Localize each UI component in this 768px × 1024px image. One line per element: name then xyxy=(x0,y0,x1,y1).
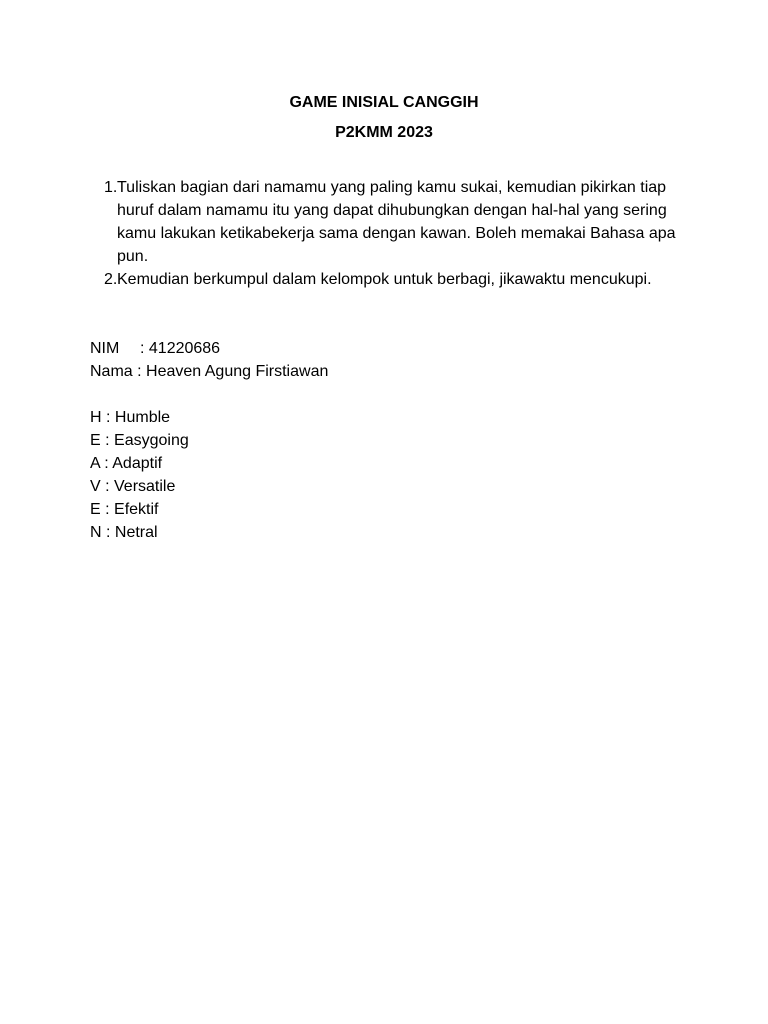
acronym-word: Humble xyxy=(114,409,171,426)
nim-value: : 41220686 xyxy=(140,340,221,357)
acronym-letter: E xyxy=(90,501,101,518)
document-subtitle: P2KMM 2023 xyxy=(335,124,433,141)
acronym-word: Adaptif xyxy=(112,455,163,472)
document-title: GAME INISIAL CANGGIH xyxy=(289,94,479,111)
acronym-item: E : Easygoing xyxy=(90,432,189,449)
acronym-word: Easygoing xyxy=(114,432,189,449)
name-value: : Heaven Agung Firstiawan xyxy=(137,363,329,380)
acronym-item: A : Adaptif xyxy=(90,455,163,472)
acronym-letter: A xyxy=(90,455,100,472)
acronym-list xyxy=(90,406,189,544)
nim-row xyxy=(90,337,328,360)
acronym-item: H : Humble xyxy=(90,409,171,426)
acronym-word: Efektif xyxy=(114,501,159,518)
acronym-item: V : Versatile xyxy=(90,478,176,495)
student-info xyxy=(90,337,328,383)
acronym-letter: H xyxy=(90,409,102,426)
acronym-item: E : Efektif xyxy=(90,501,159,518)
acronym-item: N : Netral xyxy=(90,524,158,541)
acronym-word: Versatile xyxy=(114,478,176,495)
acronym-letter: N xyxy=(90,524,102,541)
instruction-item xyxy=(104,268,684,291)
nim-label: NIM xyxy=(90,340,120,357)
instruction-text: Tuliskan bagian dari namamu yang paling kamu sukai, kemudian pikirkan tiap huruf dalam namamu itu yang dapat dihubungkan dengan hal-hal yang sering kamu lakukan ketikabekerja sama dengan kawan. Boleh memakai Bahasa apa pun. xyxy=(117,179,676,265)
instruction-text: Kemudian berkumpul dalam kelompok untuk berbagi, jikawaktu mencukupi. xyxy=(117,271,652,288)
acronym-letter: V xyxy=(90,478,101,495)
acronym-word: Netral xyxy=(114,524,158,541)
name-label: Nama xyxy=(90,363,133,380)
instruction-list xyxy=(104,176,684,291)
instruction-number: 2. xyxy=(104,271,118,288)
instruction-number: 1. xyxy=(104,179,118,196)
name-row xyxy=(90,360,328,383)
acronym-letter: E xyxy=(90,432,101,449)
instruction-item xyxy=(104,176,684,268)
